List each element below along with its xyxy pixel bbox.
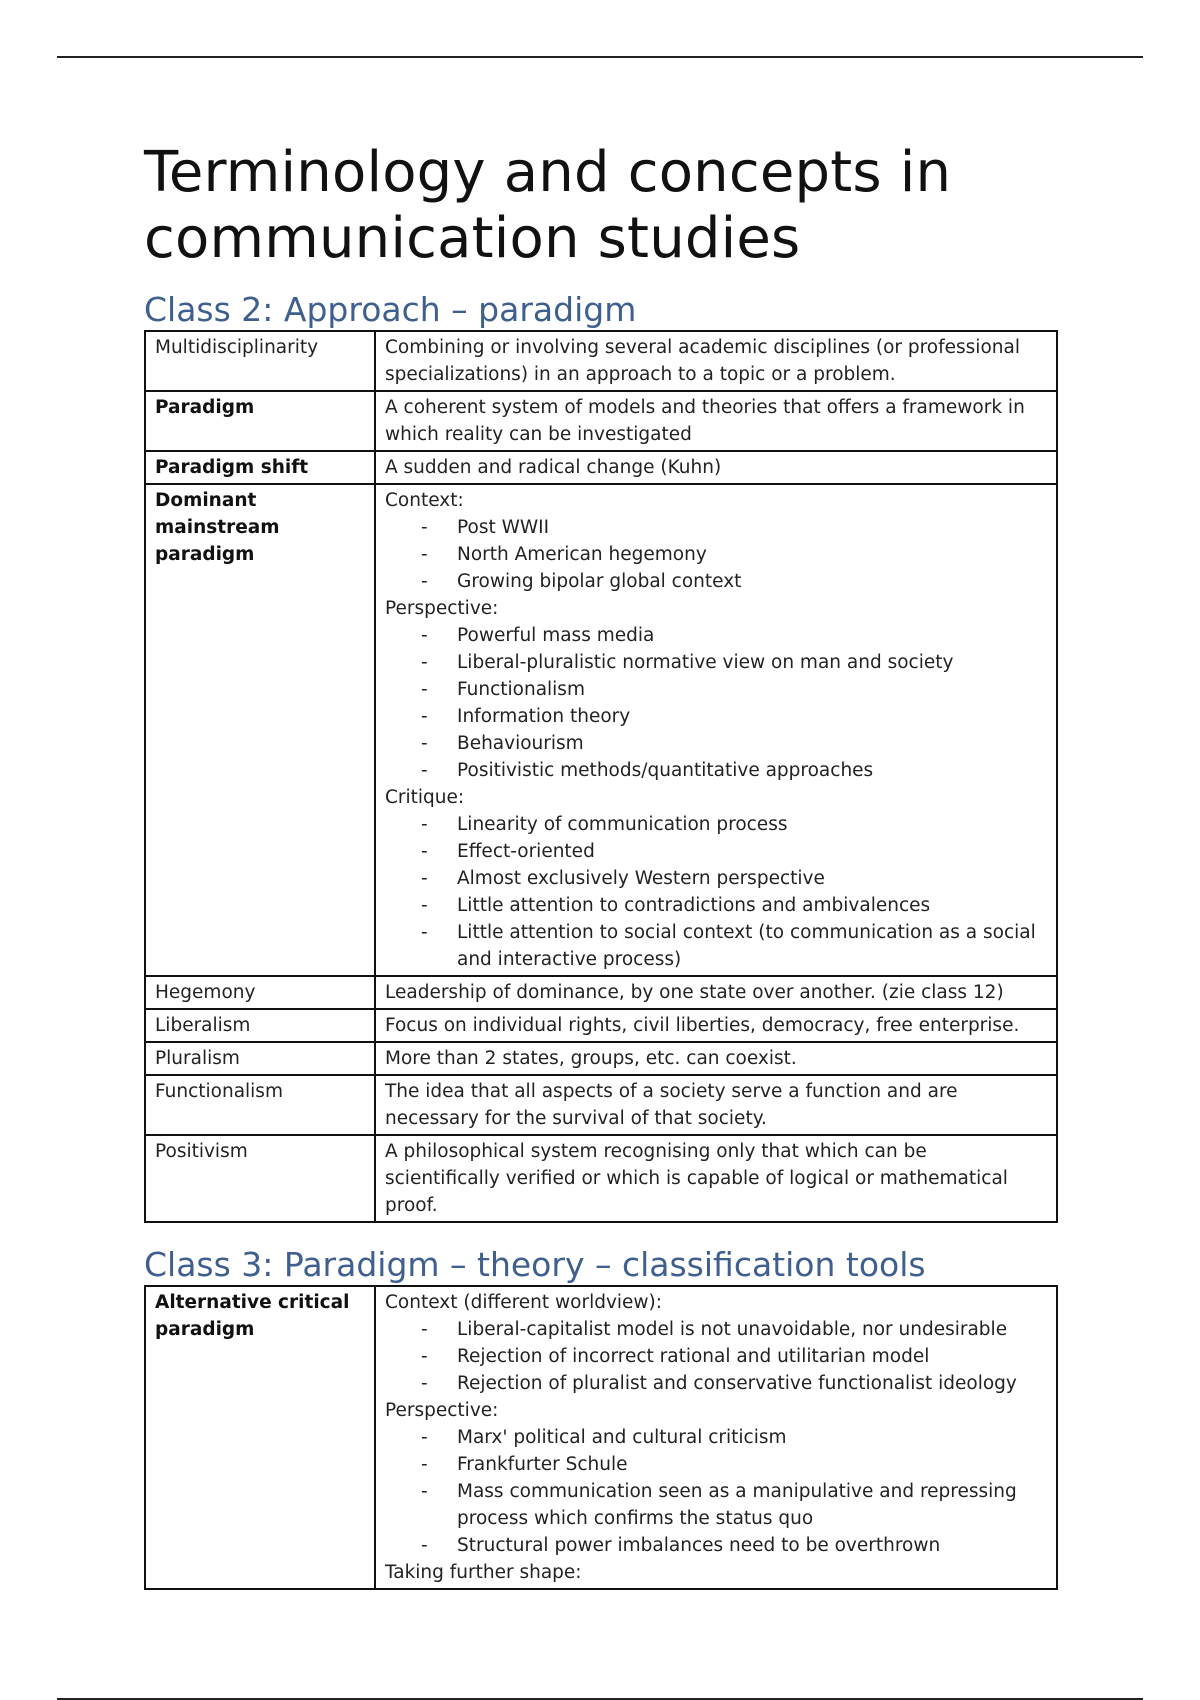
list-item: - Little attention to social context (to communication as a social and interactive process): [457, 919, 1047, 973]
list-item: - Behaviourism: [457, 730, 1047, 757]
context-list: [385, 1316, 1047, 1397]
definition-cell: The idea that all aspects of a society serve a function and are necessary for the survival of that society.: [375, 1075, 1057, 1135]
definition-cell: A sudden and radical change (Kuhn): [375, 451, 1057, 484]
definition-cell: More than 2 states, groups, etc. can coexist.: [375, 1042, 1057, 1075]
context-label: Context (different worldview):: [385, 1292, 663, 1313]
table-row: [145, 484, 1057, 976]
table-row: [145, 391, 1057, 451]
list-item: - Growing bipolar global context: [457, 568, 1047, 595]
header-rule: [57, 56, 1143, 58]
term-cell: Pluralism: [145, 1042, 375, 1075]
definition-cell: Combining or involving several academic disciplines (or professional specializations) in an approach to a topic or a problem.: [375, 331, 1057, 391]
term-cell: Hegemony: [145, 976, 375, 1009]
perspective-list: [385, 1424, 1047, 1559]
definition-cell: A coherent system of models and theories that offers a framework in which reality can be investigated: [375, 391, 1057, 451]
list-item: - Frankfurter Schule: [457, 1451, 1047, 1478]
list-item: - Post WWII: [457, 514, 1047, 541]
list-item: - Almost exclusively Western perspective: [457, 865, 1047, 892]
perspective-list: [385, 622, 1047, 784]
term-cell: Functionalism: [145, 1075, 375, 1135]
document-body: [144, 140, 1058, 1590]
list-item: - Information theory: [457, 703, 1047, 730]
list-item: - Structural power imbalances need to be overthrown: [457, 1532, 1047, 1559]
list-item: - Mass communication seen as a manipulative and repressing process which confirms the status quo: [457, 1478, 1047, 1532]
glossary-table-class3: [144, 1285, 1058, 1590]
list-item: - Marx' political and cultural criticism: [457, 1424, 1047, 1451]
perspective-label: Perspective:: [385, 1400, 499, 1421]
list-item: - Little attention to contradictions and ambivalences: [457, 892, 1047, 919]
term-cell: Alternative critical paradigm: [145, 1286, 375, 1589]
list-item: - Effect-oriented: [457, 838, 1047, 865]
perspective-label: Perspective:: [385, 598, 499, 619]
list-item: - Linearity of communication process: [457, 811, 1047, 838]
further-label: Taking further shape:: [385, 1562, 582, 1583]
definition-cell: A philosophical system recognising only that which can be scientifically verified or which is capable of logical or mathematical proof.: [375, 1135, 1057, 1222]
table-row: [145, 1075, 1057, 1135]
context-list: [385, 514, 1047, 595]
section-heading-class3: Class 3: Paradigm – theory – classification tools: [144, 1245, 926, 1284]
table-row: [145, 976, 1057, 1009]
table-row: [145, 1042, 1057, 1075]
list-item: - Powerful mass media: [457, 622, 1047, 649]
critique-label: Critique:: [385, 787, 465, 808]
definition-cell: [375, 484, 1057, 976]
list-item: - Positivistic methods/quantitative approaches: [457, 757, 1047, 784]
term-cell: Liberalism: [145, 1009, 375, 1042]
list-item: - Liberal-pluralistic normative view on man and society: [457, 649, 1047, 676]
page-title: Terminology and concepts in communication studies: [144, 140, 952, 271]
table-row: [145, 1135, 1057, 1222]
section-heading-class2: Class 2: Approach – paradigm: [144, 290, 637, 329]
term-cell: Multidisciplinarity: [145, 331, 375, 391]
list-item: - Liberal-capitalist model is not unavoidable, nor undesirable: [457, 1316, 1047, 1343]
table-row: [145, 331, 1057, 391]
glossary-table-class2: [144, 330, 1058, 1223]
term-cell: Dominant mainstream paradigm: [145, 484, 375, 976]
list-item: - Rejection of incorrect rational and utilitarian model: [457, 1343, 1047, 1370]
table-row: [145, 451, 1057, 484]
definition-cell: Leadership of dominance, by one state over another. (zie class 12): [375, 976, 1057, 1009]
term-cell: Positivism: [145, 1135, 375, 1222]
definition-cell: [375, 1286, 1057, 1589]
table-row: [145, 1009, 1057, 1042]
term-cell: Paradigm: [145, 391, 375, 451]
list-item: - Functionalism: [457, 676, 1047, 703]
list-item: - Rejection of pluralist and conservative functionalist ideology: [457, 1370, 1047, 1397]
context-label: Context:: [385, 490, 464, 511]
definition-cell: Focus on individual rights, civil liberties, democracy, free enterprise.: [375, 1009, 1057, 1042]
critique-list: [385, 811, 1047, 973]
term-cell: Paradigm shift: [145, 451, 375, 484]
table-row: [145, 1286, 1057, 1589]
list-item: - North American hegemony: [457, 541, 1047, 568]
